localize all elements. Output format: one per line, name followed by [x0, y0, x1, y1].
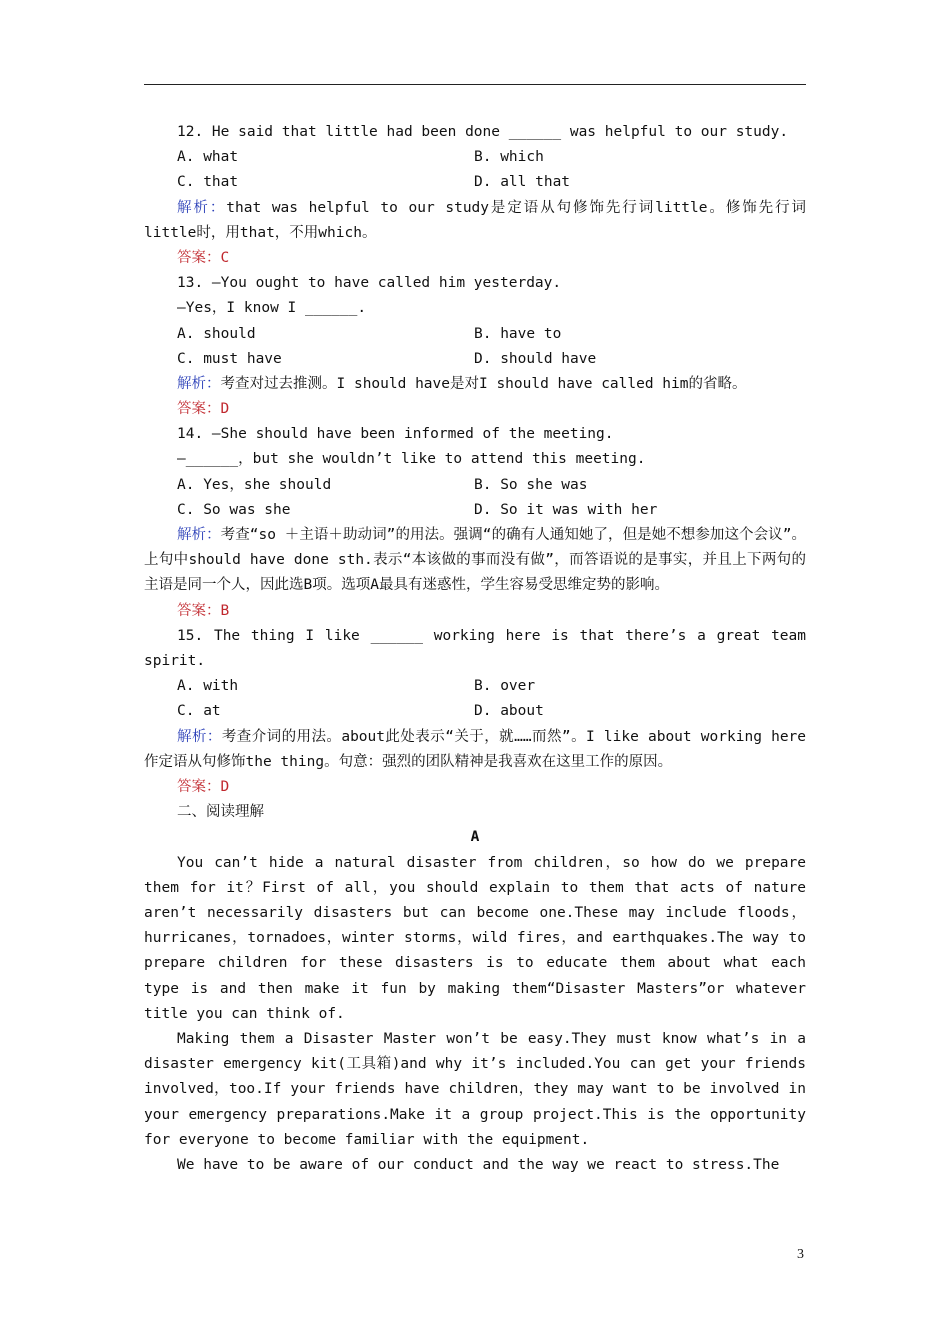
- question-13-options-row-2: [144, 347, 806, 372]
- explanation-label: 解析：: [177, 375, 221, 392]
- passage-paragraph-2: Making them a Disaster Master won’t be easy.They must know what’s in a disaster emergency kit(工具箱)and why it’s included.You can get your friends involved，too.If your friends have children，they may want to be involved in your emergency preparations.Make it a group project.This is the opportunity for everyone to become familiar with the equipment.: [144, 1031, 806, 1148]
- question-15-answer: 答案：D: [177, 779, 230, 796]
- question-15-stem: 15. The thing I like ______ working here is that there’s a great team spirit.: [144, 627, 806, 670]
- question-14-explanation: [144, 523, 806, 599]
- page-number: 3: [797, 1247, 804, 1262]
- option-d: D. all that: [474, 174, 571, 191]
- header-rule: [144, 84, 806, 85]
- question-13-explanation: [144, 372, 806, 397]
- question-14-stem: 14. —She should have been informed of the meeting.: [177, 426, 614, 443]
- question-13-stem: 13. —You ought to have called him yesterday.: [177, 275, 562, 292]
- explanation-label: 解析：: [177, 199, 227, 216]
- question-12-stem: 12. He said that little had been done ______ was helpful to our study.: [177, 124, 789, 140]
- question-12-answer: 答案：C: [177, 249, 230, 266]
- option-b: B. have to: [474, 325, 562, 342]
- question-14-answer: 答案：B: [177, 602, 230, 619]
- question-14-reply: —______，but she wouldn’t like to attend this meeting.: [177, 451, 646, 468]
- question-15-explanation: [144, 725, 806, 775]
- option-a: A. should: [177, 325, 256, 342]
- option-c: C. must have: [177, 350, 282, 367]
- explanation-text: that was helpful to our study是定语从句修饰先行词little。修饰先行词little时，用that，不用which。: [144, 199, 807, 241]
- option-d: D. about: [474, 703, 544, 720]
- option-d: D. should have: [474, 350, 597, 367]
- question-12-options-row-2: [144, 170, 806, 195]
- explanation-label: 解析：: [177, 728, 222, 745]
- explanation-text: 考查对过去推测。I should have是对I should have called him的省略。: [220, 375, 747, 392]
- option-b: B. which: [474, 149, 544, 166]
- passage-paragraph-3: We have to be aware of our conduct and the way we react to stress.The: [177, 1157, 780, 1174]
- question-14-options-row-1: [144, 473, 806, 498]
- explanation-text: 考查介词的用法。about此处表示“关于，就……而然”。I like about working here作定语从句修饰the thing。句意：强烈的团队精神是我喜欢在这里工作的原因。: [144, 728, 807, 770]
- question-13-reply: —Yes，I know I ______.: [177, 300, 367, 317]
- page-content: [144, 120, 806, 1178]
- passage-title: A: [470, 829, 480, 846]
- explanation-label: 解析：: [177, 527, 221, 544]
- question-12-options-row-1: [144, 145, 806, 170]
- option-b: B. over: [474, 678, 536, 695]
- option-a: A. Yes，she should: [177, 476, 332, 493]
- question-12-explanation: [144, 196, 806, 246]
- question-15-options-row-2: [144, 699, 806, 724]
- option-c: C. that: [177, 174, 239, 191]
- question-15-options-row-1: [144, 674, 806, 699]
- question-14-options-row-2: [144, 498, 806, 523]
- option-b: B. So she was: [474, 476, 588, 493]
- question-13-answer: 答案：D: [177, 401, 230, 418]
- explanation-text: 考查“so ＋主语＋助动词”的用法。强调“的确有人通知她了，但是她不想参加这个会议”。上句中should have done sth.表示“本该做的事而没有做”，而答语说的是事实，并且上下两句的主语是同一个人，因此选B项。选项A最具有迷惑性，学生容易受思维定势的影响。: [144, 527, 806, 594]
- option-d: D. So it was with her: [474, 501, 658, 518]
- option-c: C. So was she: [177, 501, 291, 518]
- section-heading: 二、阅读理解: [177, 804, 264, 821]
- question-13-options-row-1: [144, 322, 806, 347]
- option-a: A. what: [177, 149, 239, 166]
- option-c: C. at: [177, 703, 221, 720]
- passage-paragraph-1: You can’t hide a natural disaster from children，so how do we prepare them for it？First of all，you should explain to them that acts of nature aren’t necessarily disasters but can become one.These may include floods，hurricanes，tornadoes，winter storms，wild fires，and earthquakes.The way to prepare children for these disasters is to educate them about what each type is and then make it fun by making them“Disaster Masters”or whatever title you can think of.: [144, 854, 806, 1022]
- option-a: A. with: [177, 678, 239, 695]
